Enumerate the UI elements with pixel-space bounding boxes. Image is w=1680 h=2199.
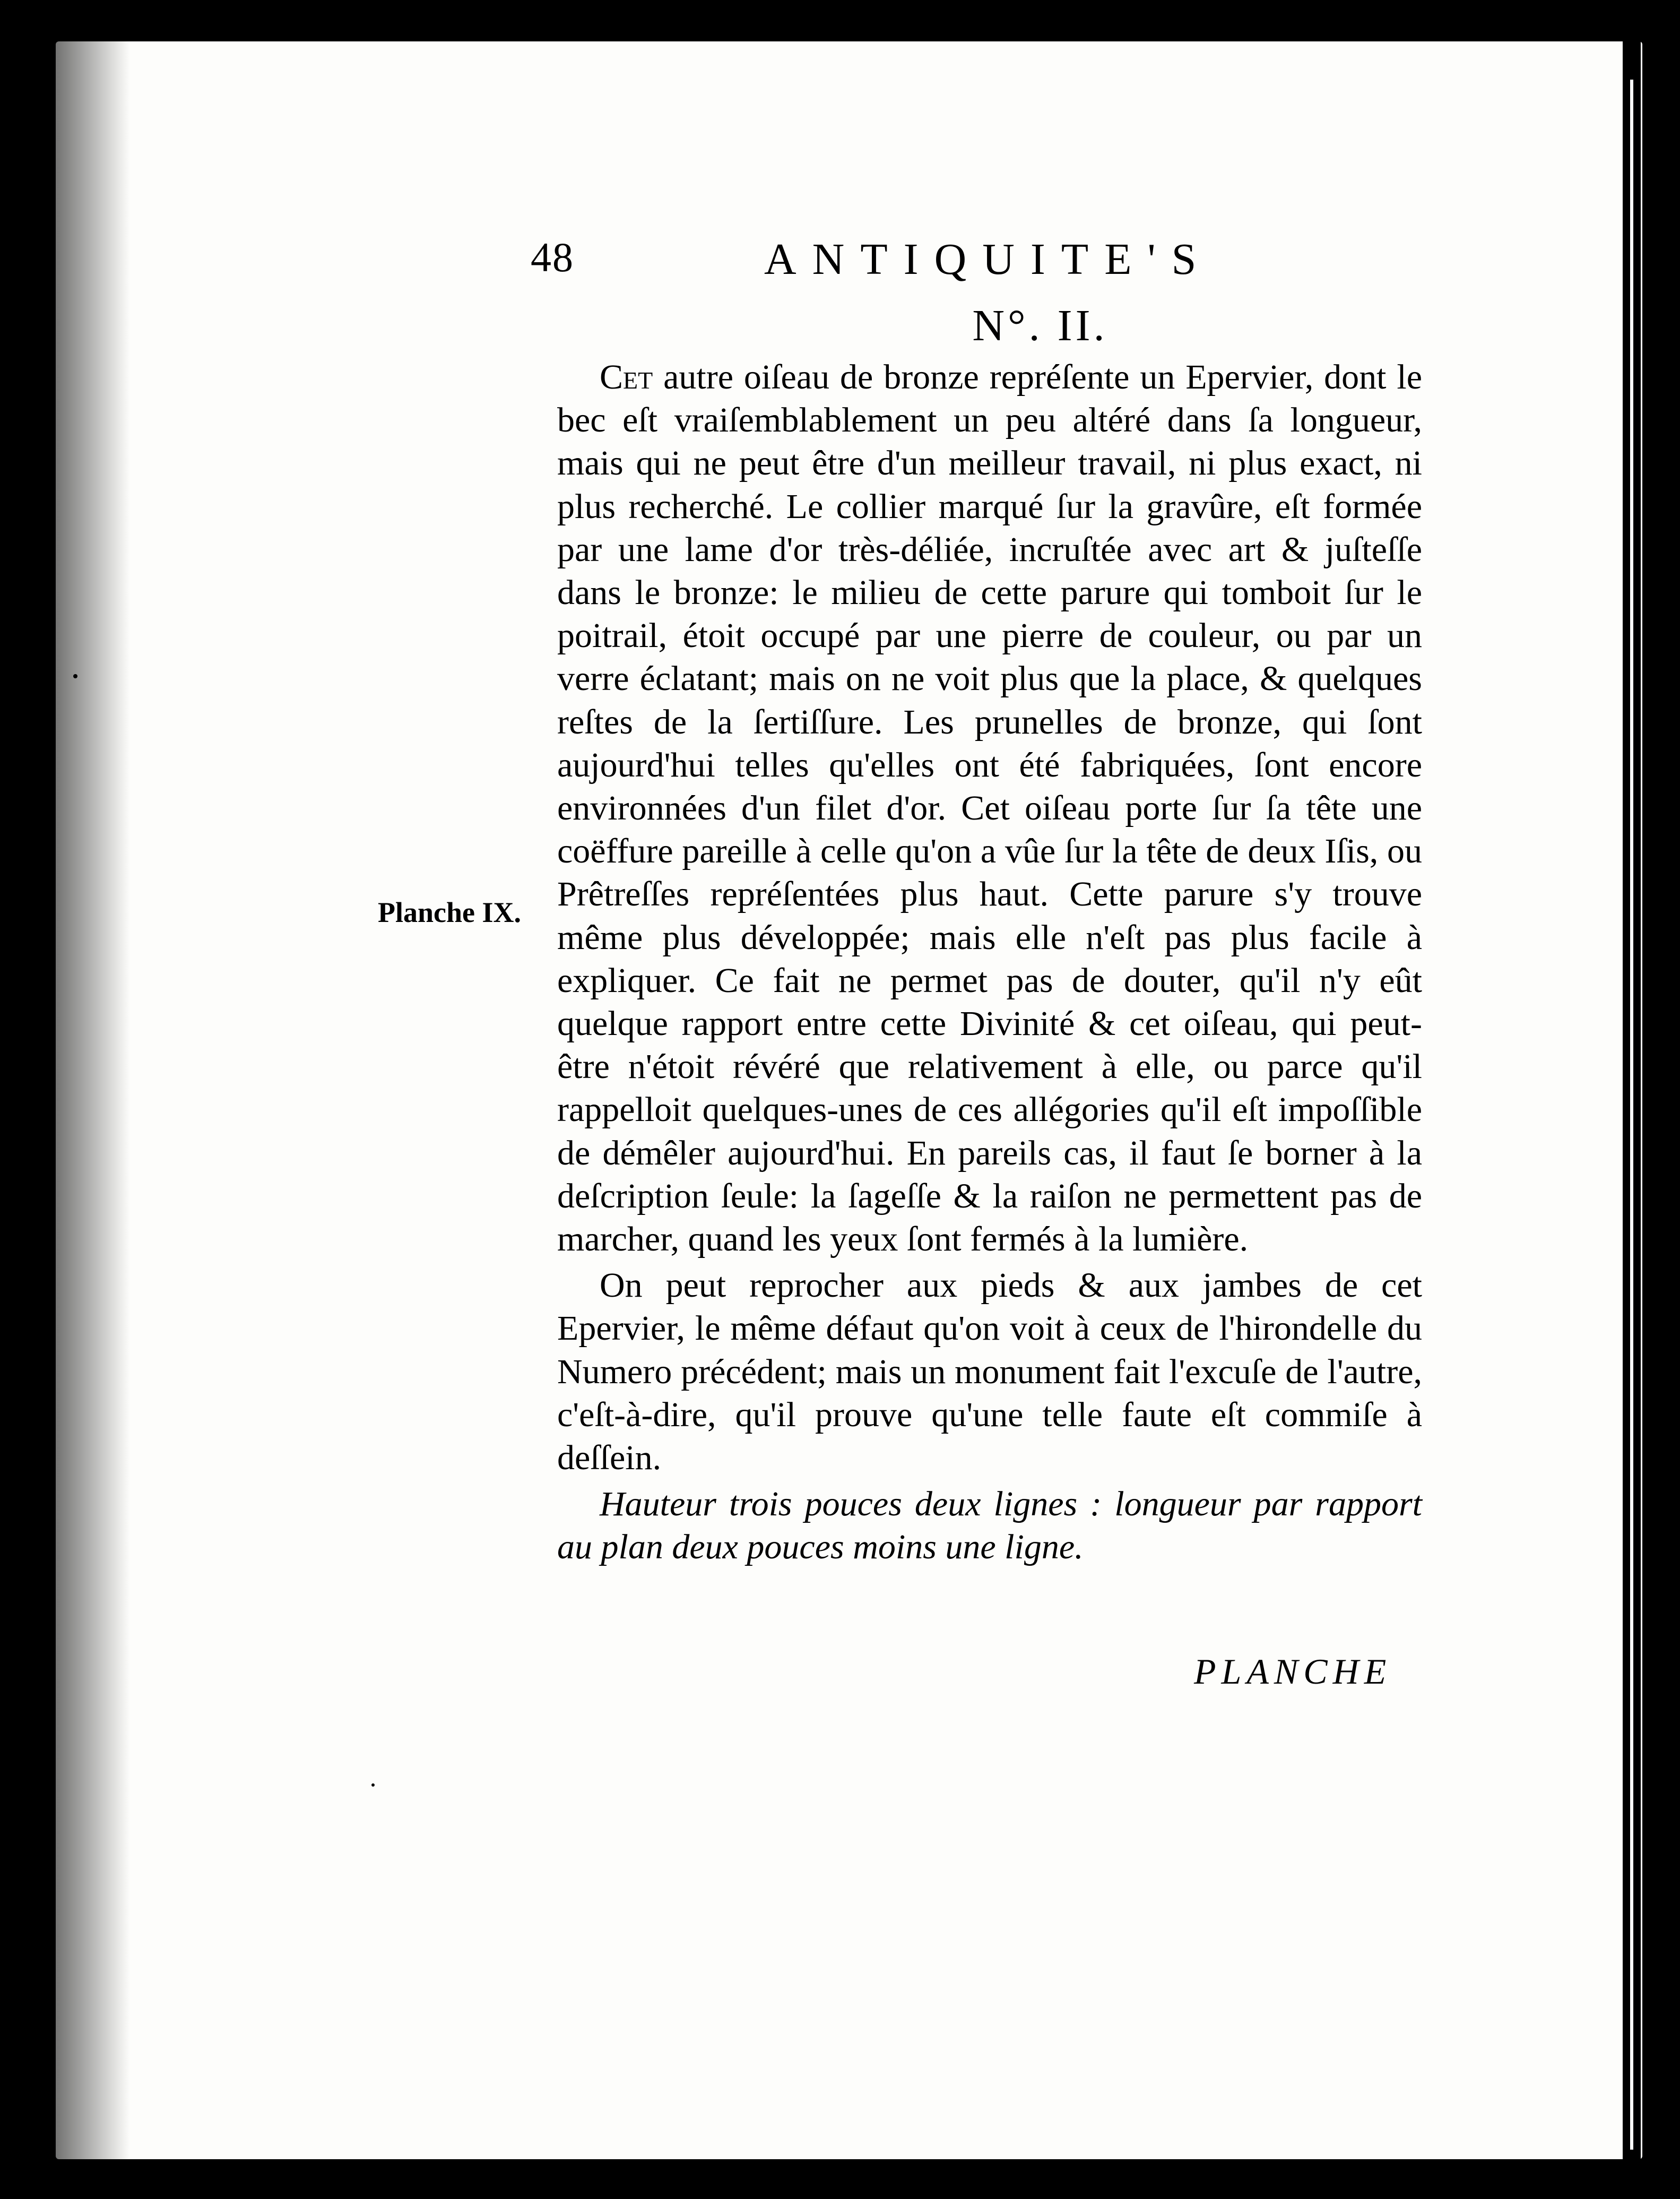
scan-speck xyxy=(73,674,77,678)
section-heading: N°. II. xyxy=(972,301,1108,350)
paragraph-lead: Cet xyxy=(600,358,653,396)
scan-speck xyxy=(371,1783,375,1787)
running-title: ANTIQUITE'S xyxy=(764,235,1213,284)
paragraph xyxy=(557,1264,1422,1479)
page-number: 48 xyxy=(531,234,574,280)
running-head xyxy=(531,234,1433,297)
gutter-shadow xyxy=(56,41,130,2159)
dimensions-note: Hauteur trois pouces deux lignes : longueur par rapport au plan deux pouces moins une ligne. xyxy=(557,1485,1422,1567)
paragraph xyxy=(557,356,1422,1261)
paragraph-text: autre oiſeau de bronze repréſente un Epervier, dont le bec eſt vraiſemblablement un peu altéré dans ſa longueur, mais qui ne peut être d'un meilleur travail, ni plus exact, ni plus recherché. Le collier marqué ſur la gravûre, eſt formée par une lame d'or très-déliée, incruſtée avec art & juſteſſe dans le bronze: le milieu de cette parure qui tomboit ſur le poitrail, étoit occupé par une pierre de couleur, ou par un verre éclatant; mais on ne voit plus que la place, & quelques reſtes de la ſertiſſure. Les prunelles de bronze, qui ſont aujourd'hui telles qu'elles ont été fabriquées, ſont encore environnées d'un filet d'or. Cet oiſeau porte ſur ſa tête une coëffure pareille à celle qu'on a vûe ſur la tête de deux Iſis, ou Prêtreſſes repréſentées plus haut. Cette parure s'y trouve même plus développée; mais elle n'eſt pas plus facile à expliquer. Ce fait ne permet pas de douter, qu'il n'y eût quelque rapport entre cette Divinité & cet oiſeau, qui peut-être n'étoit révéré que relativement à elle, ou parce qu'il rappelloit quelques-unes de ces allégories qu'il eſt impoſſible de démêler aujourd'hui. En pareils cas, il faut ſe borner à la deſcription ſeule: la ſageſſe & la raiſon ne permettent pas de marcher, quand les yeux ſont fermés à la lumière. xyxy=(557,358,1422,1259)
page-edge-line xyxy=(1630,80,1633,2150)
margin-note: Planche IX. xyxy=(378,896,521,928)
body-text xyxy=(557,356,1422,1569)
catchword: PLANCHE xyxy=(1194,1651,1392,1692)
paragraph-text: On peut reprocher aux pieds & aux jambes de cet Epervier, le même défaut qu'on voit à ceux de l'hirondelle du Numero précédent; mais un monument fait l'excuſe de l'autre, c'eſt-à-dire, qu'il prouve qu'une telle faute eſt commiſe à deſſein. xyxy=(557,1266,1422,1478)
